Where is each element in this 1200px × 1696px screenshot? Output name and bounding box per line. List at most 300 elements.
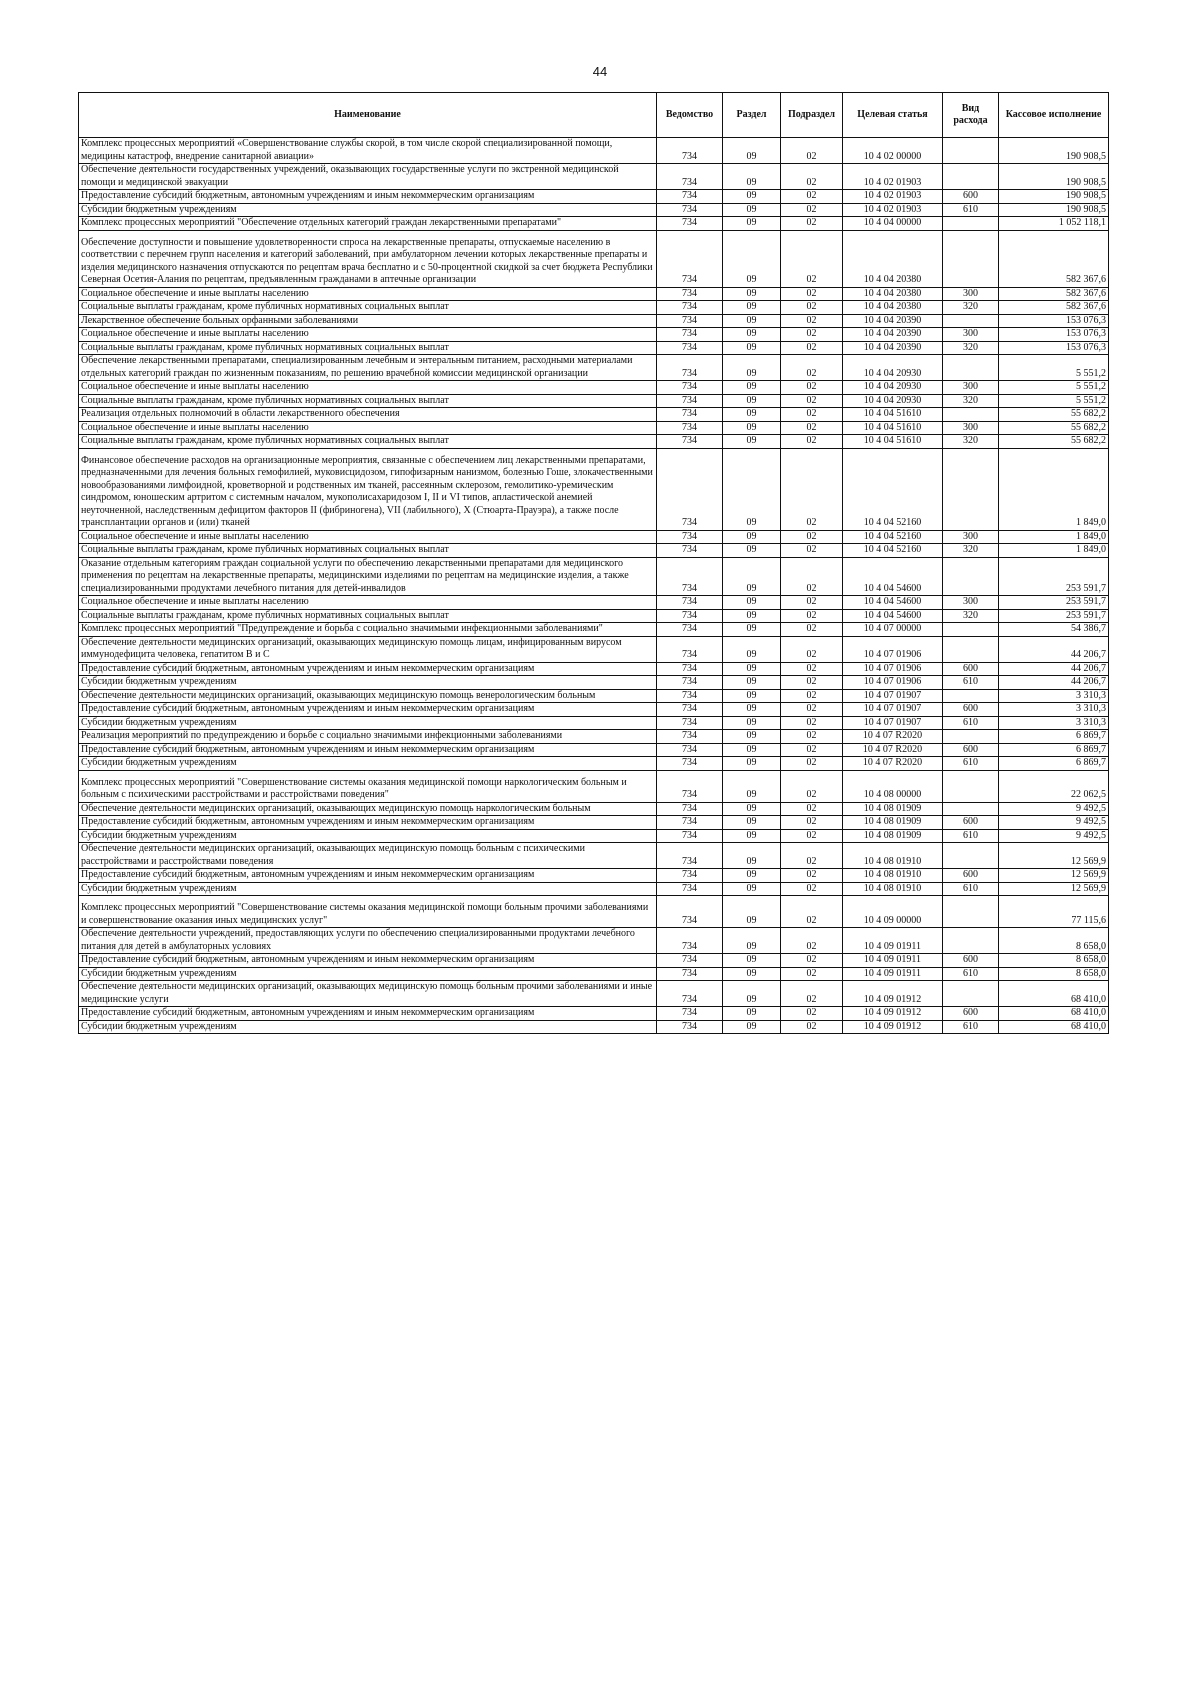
row-name: Обеспечение деятельности медицинских организаций, оказывающих медицинскую помощь наркологическим больным <box>79 802 657 816</box>
row-dept: 734 <box>657 355 723 381</box>
row-subsection: 02 <box>781 623 843 637</box>
row-section: 09 <box>723 301 781 315</box>
row-amount: 12 569,9 <box>999 869 1109 883</box>
header-target: Целевая статья <box>843 93 943 138</box>
table-row <box>79 530 1109 544</box>
row-type: 600 <box>943 743 999 757</box>
row-amount: 12 569,9 <box>999 843 1109 869</box>
row-type: 610 <box>943 882 999 896</box>
row-type <box>943 314 999 328</box>
table-row <box>79 716 1109 730</box>
row-section: 09 <box>723 1007 781 1021</box>
row-name: Комплекс процессных мероприятий "Предупреждение и борьба с социально значимыми инфекционными заболеваниями" <box>79 623 657 637</box>
row-section: 09 <box>723 341 781 355</box>
row-dept: 734 <box>657 770 723 802</box>
row-target: 10 4 04 20380 <box>843 287 943 301</box>
table-row <box>79 928 1109 954</box>
row-section: 09 <box>723 896 781 928</box>
row-target: 10 4 09 01912 <box>843 1007 943 1021</box>
row-target: 10 4 07 01907 <box>843 716 943 730</box>
table-row <box>79 301 1109 315</box>
row-amount: 190 908,5 <box>999 138 1109 164</box>
row-type: 300 <box>943 328 999 342</box>
table-row <box>79 314 1109 328</box>
row-subsection: 02 <box>781 662 843 676</box>
table-row <box>79 676 1109 690</box>
row-target: 10 4 04 20390 <box>843 341 943 355</box>
row-amount: 153 076,3 <box>999 314 1109 328</box>
row-dept: 734 <box>657 435 723 449</box>
row-type <box>943 689 999 703</box>
row-target: 10 4 08 01909 <box>843 816 943 830</box>
row-name: Реализация мероприятий по предупреждению и борьбе с социально значимыми инфекционными заболеваниями <box>79 730 657 744</box>
row-name: Социальные выплаты гражданам, кроме публичных нормативных социальных выплат <box>79 435 657 449</box>
row-target: 10 4 04 20390 <box>843 314 943 328</box>
row-dept: 734 <box>657 981 723 1007</box>
row-subsection: 02 <box>781 896 843 928</box>
row-name: Обеспечение деятельности медицинских организаций, оказывающих медицинскую помощь больным прочими заболеваниями и иные медицинские услуги <box>79 981 657 1007</box>
row-amount: 77 115,6 <box>999 896 1109 928</box>
row-subsection: 02 <box>781 829 843 843</box>
row-subsection: 02 <box>781 802 843 816</box>
row-target: 10 4 04 20930 <box>843 381 943 395</box>
row-subsection: 02 <box>781 530 843 544</box>
row-target: 10 4 09 01911 <box>843 954 943 968</box>
row-dept: 734 <box>657 609 723 623</box>
table-row <box>79 341 1109 355</box>
row-type <box>943 636 999 662</box>
row-type: 300 <box>943 530 999 544</box>
row-name: Социальное обеспечение и иные выплаты населению <box>79 421 657 435</box>
row-type: 600 <box>943 703 999 717</box>
row-type <box>943 843 999 869</box>
row-name: Предоставление субсидий бюджетным, автономным учреждениям и иным некоммерческим организациям <box>79 703 657 717</box>
row-type <box>943 164 999 190</box>
row-section: 09 <box>723 596 781 610</box>
row-subsection: 02 <box>781 743 843 757</box>
row-subsection: 02 <box>781 448 843 530</box>
table-row <box>79 689 1109 703</box>
row-name: Социальное обеспечение и иные выплаты населению <box>79 381 657 395</box>
row-target: 10 4 02 01903 <box>843 190 943 204</box>
row-target: 10 4 08 01909 <box>843 829 943 843</box>
row-dept: 734 <box>657 596 723 610</box>
row-type: 320 <box>943 544 999 558</box>
table-row <box>79 557 1109 596</box>
table-row <box>79 662 1109 676</box>
row-section: 09 <box>723 981 781 1007</box>
row-subsection: 02 <box>781 203 843 217</box>
row-target: 10 4 09 01911 <box>843 928 943 954</box>
row-type: 300 <box>943 421 999 435</box>
row-subsection: 02 <box>781 138 843 164</box>
row-target: 10 4 04 52160 <box>843 544 943 558</box>
row-target: 10 4 09 00000 <box>843 896 943 928</box>
row-type <box>943 138 999 164</box>
row-name: Социальные выплаты гражданам, кроме публичных нормативных социальных выплат <box>79 609 657 623</box>
table-row <box>79 770 1109 802</box>
row-section: 09 <box>723 287 781 301</box>
row-amount: 55 682,2 <box>999 421 1109 435</box>
header-amount: Кассовое исполнение <box>999 93 1109 138</box>
row-type: 300 <box>943 596 999 610</box>
row-dept: 734 <box>657 829 723 843</box>
row-name: Субсидии бюджетным учреждениям <box>79 676 657 690</box>
table-row <box>79 287 1109 301</box>
row-target: 10 4 07 R2020 <box>843 743 943 757</box>
row-section: 09 <box>723 689 781 703</box>
row-dept: 734 <box>657 882 723 896</box>
row-type <box>943 623 999 637</box>
row-dept: 734 <box>657 341 723 355</box>
row-section: 09 <box>723 954 781 968</box>
row-subsection: 02 <box>781 355 843 381</box>
row-dept: 734 <box>657 544 723 558</box>
row-amount: 3 310,3 <box>999 716 1109 730</box>
row-amount: 190 908,5 <box>999 164 1109 190</box>
row-section: 09 <box>723 355 781 381</box>
row-subsection: 02 <box>781 230 843 287</box>
row-section: 09 <box>723 843 781 869</box>
row-target: 10 4 07 01907 <box>843 703 943 717</box>
row-section: 09 <box>723 421 781 435</box>
row-subsection: 02 <box>781 328 843 342</box>
row-section: 09 <box>723 435 781 449</box>
row-target: 10 4 09 01911 <box>843 967 943 981</box>
row-name: Комплекс процессных мероприятий "Совершенствование системы оказания медицинской помощи наркологическим больным и больным с психическими расстройствами и расстройствами поведения" <box>79 770 657 802</box>
row-amount: 9 492,5 <box>999 802 1109 816</box>
row-dept: 734 <box>657 896 723 928</box>
row-section: 09 <box>723 743 781 757</box>
row-dept: 734 <box>657 301 723 315</box>
row-subsection: 02 <box>781 770 843 802</box>
row-section: 09 <box>723 314 781 328</box>
row-target: 10 4 04 20380 <box>843 301 943 315</box>
row-subsection: 02 <box>781 816 843 830</box>
row-type: 320 <box>943 394 999 408</box>
row-amount: 44 206,7 <box>999 662 1109 676</box>
row-target: 10 4 04 00000 <box>843 217 943 231</box>
row-section: 09 <box>723 676 781 690</box>
table-row <box>79 869 1109 883</box>
row-type: 610 <box>943 967 999 981</box>
table-row <box>79 328 1109 342</box>
row-type: 320 <box>943 301 999 315</box>
row-amount: 153 076,3 <box>999 341 1109 355</box>
row-target: 10 4 07 01906 <box>843 636 943 662</box>
row-target: 10 4 07 00000 <box>843 623 943 637</box>
table-row <box>79 882 1109 896</box>
row-amount: 153 076,3 <box>999 328 1109 342</box>
table-row <box>79 609 1109 623</box>
table-row <box>79 829 1109 843</box>
row-target: 10 4 09 01912 <box>843 1020 943 1034</box>
row-section: 09 <box>723 230 781 287</box>
row-name: Социальные выплаты гражданам, кроме публичных нормативных социальных выплат <box>79 394 657 408</box>
row-target: 10 4 07 01907 <box>843 689 943 703</box>
row-type <box>943 770 999 802</box>
row-amount: 1 052 118,1 <box>999 217 1109 231</box>
row-section: 09 <box>723 138 781 164</box>
row-type: 320 <box>943 341 999 355</box>
table-row <box>79 138 1109 164</box>
row-amount: 1 849,0 <box>999 544 1109 558</box>
table-row <box>79 743 1109 757</box>
row-amount: 8 658,0 <box>999 967 1109 981</box>
row-section: 09 <box>723 816 781 830</box>
row-dept: 734 <box>657 328 723 342</box>
row-section: 09 <box>723 381 781 395</box>
row-dept: 734 <box>657 967 723 981</box>
row-name: Оказание отдельным категориям граждан социальной услуги по обеспечению лекарственными препаратами для медицинского применения по рецептам на лекарственные препараты, медицинскими изделиями по рецептам на медицинские изделия, а также специализированными продуктами лечебного питания для детей-инвалидов <box>79 557 657 596</box>
row-type <box>943 928 999 954</box>
row-target: 10 4 07 R2020 <box>843 730 943 744</box>
row-target: 10 4 04 54600 <box>843 596 943 610</box>
table-row <box>79 190 1109 204</box>
row-subsection: 02 <box>781 882 843 896</box>
row-type <box>943 217 999 231</box>
row-amount: 9 492,5 <box>999 816 1109 830</box>
row-target: 10 4 04 51610 <box>843 408 943 422</box>
row-amount: 9 492,5 <box>999 829 1109 843</box>
table-row <box>79 802 1109 816</box>
row-target: 10 4 04 52160 <box>843 448 943 530</box>
row-subsection: 02 <box>781 676 843 690</box>
row-dept: 734 <box>657 421 723 435</box>
row-target: 10 4 08 01910 <box>843 843 943 869</box>
row-amount: 5 551,2 <box>999 355 1109 381</box>
row-dept: 734 <box>657 716 723 730</box>
row-amount: 8 658,0 <box>999 954 1109 968</box>
row-type: 610 <box>943 1020 999 1034</box>
row-subsection: 02 <box>781 190 843 204</box>
row-subsection: 02 <box>781 609 843 623</box>
row-subsection: 02 <box>781 730 843 744</box>
budget-table <box>78 92 1109 1034</box>
row-dept: 734 <box>657 730 723 744</box>
row-dept: 734 <box>657 676 723 690</box>
row-dept: 734 <box>657 190 723 204</box>
row-section: 09 <box>723 802 781 816</box>
row-section: 09 <box>723 394 781 408</box>
row-name: Социальные выплаты гражданам, кроме публичных нормативных социальных выплат <box>79 301 657 315</box>
row-amount: 253 591,7 <box>999 596 1109 610</box>
header-dept: Ведомство <box>657 93 723 138</box>
row-amount: 8 658,0 <box>999 928 1109 954</box>
table-row <box>79 203 1109 217</box>
row-type <box>943 355 999 381</box>
table-row <box>79 408 1109 422</box>
row-dept: 734 <box>657 928 723 954</box>
row-subsection: 02 <box>781 954 843 968</box>
row-name: Реализация отдельных полномочий в области лекарственного обеспечения <box>79 408 657 422</box>
table-row <box>79 816 1109 830</box>
row-name: Обеспечение деятельности медицинских организаций, оказывающих медицинскую помощь венерологическим больным <box>79 689 657 703</box>
row-name: Предоставление субсидий бюджетным, автономным учреждениям и иным некоммерческим организациям <box>79 869 657 883</box>
row-target: 10 4 04 51610 <box>843 435 943 449</box>
row-dept: 734 <box>657 869 723 883</box>
table-row <box>79 596 1109 610</box>
row-section: 09 <box>723 530 781 544</box>
row-amount: 68 410,0 <box>999 1007 1109 1021</box>
row-name: Предоставление субсидий бюджетным, автономным учреждениям и иным некоммерческим организациям <box>79 954 657 968</box>
table-row <box>79 954 1109 968</box>
row-name: Субсидии бюджетным учреждениям <box>79 882 657 896</box>
row-target: 10 4 04 54600 <box>843 609 943 623</box>
row-name: Социальное обеспечение и иные выплаты населению <box>79 328 657 342</box>
row-subsection: 02 <box>781 287 843 301</box>
row-amount: 6 869,7 <box>999 730 1109 744</box>
row-amount: 253 591,7 <box>999 557 1109 596</box>
row-section: 09 <box>723 557 781 596</box>
table-row <box>79 981 1109 1007</box>
row-amount: 68 410,0 <box>999 981 1109 1007</box>
row-type <box>943 730 999 744</box>
table-row <box>79 636 1109 662</box>
row-name: Социальные выплаты гражданам, кроме публичных нормативных социальных выплат <box>79 544 657 558</box>
row-subsection: 02 <box>781 869 843 883</box>
row-target: 10 4 08 01910 <box>843 869 943 883</box>
row-target: 10 4 09 01912 <box>843 981 943 1007</box>
row-type: 610 <box>943 829 999 843</box>
row-type <box>943 896 999 928</box>
row-section: 09 <box>723 164 781 190</box>
row-section: 09 <box>723 203 781 217</box>
row-amount: 582 367,6 <box>999 287 1109 301</box>
row-amount: 5 551,2 <box>999 381 1109 395</box>
row-section: 09 <box>723 408 781 422</box>
row-target: 10 4 04 54600 <box>843 557 943 596</box>
row-dept: 734 <box>657 287 723 301</box>
row-section: 09 <box>723 448 781 530</box>
row-type <box>943 448 999 530</box>
row-subsection: 02 <box>781 394 843 408</box>
row-amount: 1 849,0 <box>999 448 1109 530</box>
row-section: 09 <box>723 928 781 954</box>
table-body <box>79 138 1109 1034</box>
row-name: Лекарственное обеспечение больных орфанными заболеваниями <box>79 314 657 328</box>
row-section: 09 <box>723 217 781 231</box>
row-section: 09 <box>723 869 781 883</box>
row-section: 09 <box>723 609 781 623</box>
row-amount: 6 869,7 <box>999 757 1109 771</box>
row-type: 300 <box>943 287 999 301</box>
row-amount: 6 869,7 <box>999 743 1109 757</box>
row-dept: 734 <box>657 217 723 231</box>
row-subsection: 02 <box>781 1007 843 1021</box>
row-name: Предоставление субсидий бюджетным, автономным учреждениям и иным некоммерческим организациям <box>79 816 657 830</box>
row-subsection: 02 <box>781 435 843 449</box>
row-amount: 44 206,7 <box>999 636 1109 662</box>
row-section: 09 <box>723 770 781 802</box>
row-amount: 12 569,9 <box>999 882 1109 896</box>
row-amount: 3 310,3 <box>999 703 1109 717</box>
table-row <box>79 394 1109 408</box>
row-section: 09 <box>723 882 781 896</box>
table-row <box>79 703 1109 717</box>
row-type: 600 <box>943 869 999 883</box>
row-name: Комплекс процессных мероприятий "Обеспечение отдельных категорий граждан лекарственными препаратами" <box>79 217 657 231</box>
row-amount: 253 591,7 <box>999 609 1109 623</box>
table-row <box>79 435 1109 449</box>
row-name: Обеспечение деятельности государственных учреждений, оказывающих государственные услуги по экстренной медицинской помощи и медицинской эвакуации <box>79 164 657 190</box>
table-header-row <box>79 93 1109 138</box>
row-target: 10 4 08 00000 <box>843 770 943 802</box>
row-amount: 5 551,2 <box>999 394 1109 408</box>
row-target: 10 4 08 01910 <box>843 882 943 896</box>
row-section: 09 <box>723 636 781 662</box>
row-subsection: 02 <box>781 703 843 717</box>
row-name: Комплекс процессных мероприятий "Совершенствование системы оказания медицинской помощи больным прочими заболеваниями и совершенствование оказания иных медицинских услуг" <box>79 896 657 928</box>
row-subsection: 02 <box>781 928 843 954</box>
row-name: Социальные выплаты гражданам, кроме публичных нормативных социальных выплат <box>79 341 657 355</box>
row-name: Комплекс процессных мероприятий «Совершенствование службы скорой, в том числе скорой специализированной помощи, медицины катастроф, внедрение санитарной авиации» <box>79 138 657 164</box>
row-section: 09 <box>723 328 781 342</box>
table-row <box>79 967 1109 981</box>
row-subsection: 02 <box>781 596 843 610</box>
row-dept: 734 <box>657 314 723 328</box>
row-dept: 734 <box>657 816 723 830</box>
row-dept: 734 <box>657 230 723 287</box>
row-name: Обеспечение деятельности медицинских организаций, оказывающих медицинскую помощь больным с психическими расстройствами и расстройствами поведения <box>79 843 657 869</box>
row-dept: 734 <box>657 1020 723 1034</box>
header-type: Вид расхода <box>943 93 999 138</box>
row-name: Предоставление субсидий бюджетным, автономным учреждениям и иным некоммерческим организациям <box>79 662 657 676</box>
row-dept: 734 <box>657 802 723 816</box>
row-amount: 3 310,3 <box>999 689 1109 703</box>
row-type: 600 <box>943 190 999 204</box>
row-subsection: 02 <box>781 757 843 771</box>
row-dept: 734 <box>657 689 723 703</box>
row-amount: 44 206,7 <box>999 676 1109 690</box>
row-section: 09 <box>723 544 781 558</box>
row-subsection: 02 <box>781 981 843 1007</box>
row-name: Обеспечение лекарственными препаратами, специализированным лечебным и энтеральным питанием, расходными материалами отдельных категорий граждан по жизненным показаниям, по решению врачебной комиссии медицинской организации <box>79 355 657 381</box>
row-amount: 54 386,7 <box>999 623 1109 637</box>
table-row <box>79 843 1109 869</box>
row-type: 320 <box>943 609 999 623</box>
row-dept: 734 <box>657 164 723 190</box>
row-name: Предоставление субсидий бюджетным, автономным учреждениям и иным некоммерческим организациям <box>79 743 657 757</box>
row-dept: 734 <box>657 1007 723 1021</box>
table-row <box>79 448 1109 530</box>
row-name: Предоставление субсидий бюджетным, автономным учреждениям и иным некоммерческим организациям <box>79 1007 657 1021</box>
row-dept: 734 <box>657 530 723 544</box>
table-row <box>79 355 1109 381</box>
row-subsection: 02 <box>781 381 843 395</box>
row-target: 10 4 08 01909 <box>843 802 943 816</box>
row-amount: 55 682,2 <box>999 408 1109 422</box>
row-dept: 734 <box>657 408 723 422</box>
table-row <box>79 381 1109 395</box>
row-subsection: 02 <box>781 967 843 981</box>
row-target: 10 4 07 01906 <box>843 676 943 690</box>
row-amount: 582 367,6 <box>999 230 1109 287</box>
row-dept: 734 <box>657 757 723 771</box>
row-target: 10 4 07 R2020 <box>843 757 943 771</box>
row-section: 09 <box>723 967 781 981</box>
row-subsection: 02 <box>781 341 843 355</box>
table-row <box>79 1007 1109 1021</box>
row-type: 610 <box>943 203 999 217</box>
row-name: Социальное обеспечение и иные выплаты населению <box>79 530 657 544</box>
header-section: Раздел <box>723 93 781 138</box>
row-section: 09 <box>723 703 781 717</box>
row-subsection: 02 <box>781 408 843 422</box>
row-section: 09 <box>723 1020 781 1034</box>
row-dept: 734 <box>657 448 723 530</box>
row-section: 09 <box>723 730 781 744</box>
